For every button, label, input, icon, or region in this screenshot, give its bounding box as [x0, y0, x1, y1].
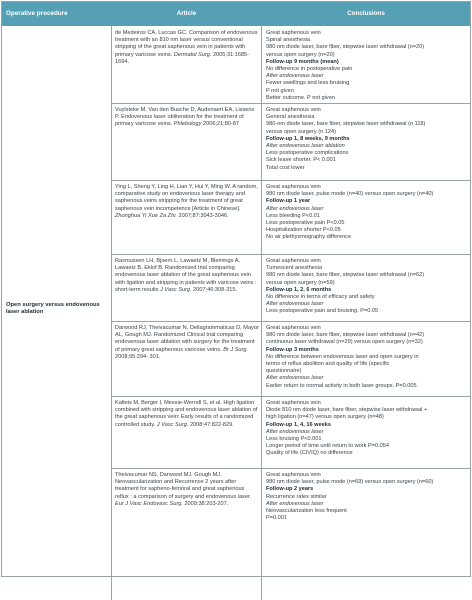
subheading-line: After endovenous laser	[266, 428, 324, 435]
conclusion-line: versus open surgery (n=20)	[266, 51, 335, 58]
row-divider	[112, 321, 470, 322]
row-divider	[112, 254, 470, 255]
conclusion-line: 980 nm diode laser, bare fiber, stepwise laser withdrawal (n=20)	[266, 44, 425, 51]
conclusion-line: versus open surgery (n=59)	[266, 279, 335, 286]
conclusions-cell	[266, 472, 469, 522]
subheading-line: After endovenous laser	[266, 375, 324, 382]
conclusion-line: terms of reflux abolition and quality of life (specific	[266, 361, 390, 368]
subheading-line: After endovenous laser	[266, 73, 324, 80]
citation-reference: 2008;95:294- 301.	[115, 353, 161, 360]
row-divider	[112, 468, 470, 469]
conclusion-line: high ligation (n=47) versus open surgery (n=48)	[266, 414, 384, 421]
follow-up-line: Follow-up 1, 2, 6 months	[266, 286, 332, 293]
citation-text: Vuylsteke M, Van den Busche D, Audenaert EA, Lissens P. Endovenous laser obliteration for the treatment of primary varicose veins.	[115, 107, 255, 128]
conclusion-line: Great saphenous vein	[266, 325, 321, 331]
conclusion-line: Great saphenous vein	[266, 184, 321, 190]
conclusion-line: continuous laser withdrawal (n=29) versus open surgery (n=32)	[266, 339, 423, 346]
article-citation	[115, 400, 259, 429]
follow-up-line: Follow-up 1 year	[266, 198, 311, 205]
conclusion-line: Neovascularization less frequent	[266, 508, 347, 515]
article-citation	[115, 30, 259, 66]
conclusion-line: 980 nm diode laser, bare fiber, stepwise laser withdrawal (n=62)	[266, 272, 425, 279]
header-conclusions: Conclusions	[347, 10, 385, 17]
conclusion-line: Great saphenous vein	[266, 258, 321, 264]
conclusion-line: versus open surgery (n 124)	[266, 128, 336, 135]
conclusion-line: Hospitalization shorter P<0.05	[266, 227, 341, 234]
conclusion-line: Total cost lower	[266, 164, 305, 171]
conclusion-line: Great saphenous vein	[266, 472, 321, 478]
journal-name: Br J Surg.	[223, 346, 249, 353]
article-citation	[115, 472, 259, 508]
follow-up-line: Follow-up 1, 8 weeks, 9 months	[266, 135, 350, 142]
conclusions-cell	[266, 325, 469, 390]
conclusions-cell	[266, 30, 469, 102]
conclusion-line: General anesthesia	[266, 114, 315, 121]
conclusion-line: Great saphenous vein	[266, 107, 321, 113]
conclusions-cell	[266, 400, 469, 458]
column-divider-2	[261, 26, 262, 600]
citation-reference: 2009;38:203-207.	[182, 500, 229, 507]
table-header	[2, 2, 470, 26]
subheading-line: After endovenous laser	[266, 301, 324, 308]
conclusion-line: Better outcome. P not given	[266, 94, 335, 101]
row-divider	[112, 180, 470, 181]
header-operative-procedure: Operative procedure	[6, 10, 68, 17]
citation-reference: 2007;46:308-315.	[191, 286, 238, 293]
conclusion-line: Great saphenous vein	[266, 30, 321, 36]
journal-name: J Vasc Surg.	[160, 286, 192, 293]
citation-text: Theivacumar NS, Darwood MJ, Gough MJ. Neovascularization and Recurrence 2 years after treatment for sapheno-femoral and great saphenous reflux : a comparison of surgery and endovenous laser.	[115, 472, 252, 500]
evidence-table	[1, 1, 471, 577]
header-article: Article	[176, 10, 197, 17]
conclusion-line: Longer period of time until return to work P=0.054	[266, 443, 389, 450]
conclusion-line: Great saphenous vein	[266, 400, 321, 406]
subheading-line: After endovenous laser	[266, 205, 324, 212]
conclusion-line: P=0.001	[266, 515, 287, 522]
conclusion-line: Quality of life (CIVIQ) no difference	[266, 450, 353, 457]
conclusion-line: Less bleeding P<0.01	[266, 212, 320, 219]
conclusion-line: Tumescent anesthesia	[266, 265, 323, 272]
journal-name: Phlebology	[173, 121, 202, 128]
conclusion-line: 980-nm diode laser, bare fiber, stepwise laser withdrawal (n 118)	[266, 121, 426, 128]
conclusion-line: Less postoperative pain and bruising. P=0.05	[266, 308, 379, 315]
follow-up-line: Follow-up 9 months (mean)	[266, 58, 339, 65]
citation-reference: 2005;31:1685-1694.	[115, 51, 250, 65]
conclusion-line: 980 nm diode laser, pulse mode (n=69) versus open surgery (n=60)	[266, 479, 434, 486]
citation-text: de Medeiros CA, Luccas GC. Comparison of endovenous treatment with an 810 nm laser versus conventional stripping of the great saphenous vein in patients with primary varicose veins.	[115, 30, 258, 58]
citation-text: Rasmussen LH, Bjoern L, Lawaetz M, Blemings A, Lawaetz B, Eklof B. Randomized trial comparing endovenous laser ablation of the great saphenous vein with ligation and stripping in patients with varicose veins : short-term results	[115, 258, 257, 293]
follow-up-line: Follow-up 3 months	[266, 346, 319, 353]
citation-text: Darwood RJ, Theivacumar N, Dellagrammaticas D, Mayor AL, Gough MJ. Randomized Clinical trial comparing endovenous laser ablation with surgery for the treatment of primary great saphenous varicose veins.	[115, 325, 259, 353]
conclusion-line: Sick leave shorter. P< 0.001	[266, 157, 336, 164]
conclusion-line: 980 nm diode laser, pulse mode (n=40) versus open surgery (n=40)	[266, 191, 434, 198]
column-divider-1	[111, 26, 112, 600]
conclusions-cell	[266, 184, 469, 242]
journal-name: Zhonghua Yi Xue Za Zhi.	[115, 212, 177, 219]
conclusion-line: questionnaire)	[266, 368, 302, 375]
conclusion-line: Earlier return to normal activity in both laser groups. P=0.005	[266, 382, 417, 389]
citation-reference: 2006;21:80-87	[201, 121, 240, 128]
citation-text: Ying L, Sheng Y, Ling H, Lian Y, Hui Y, Ming W. A random, comparative study on endovenous laser therapy and saphenous veins stripping for the treatment of great saphenous vein incompetence [Article in Chinese].	[115, 184, 258, 212]
article-citation	[115, 184, 259, 220]
conclusion-line: No air plethysmography difference	[266, 234, 352, 241]
conclusion-line: Less postoperative pain P<0.05	[266, 220, 345, 227]
conclusion-line: P not given	[266, 87, 294, 94]
follow-up-line: Follow-up 1, 4, 16 weeks	[266, 421, 331, 428]
article-citation	[115, 325, 259, 361]
conclusion-line: No difference in terms of efficacy and safety	[266, 294, 375, 301]
journal-name: J Vasc Surg.	[156, 421, 189, 428]
conclusion-line: Diode 810 nm diode laser, bare fiber, stepwise laser withdrawal +	[266, 407, 428, 414]
article-citation	[115, 258, 259, 294]
conclusion-line: Less postoperative complications	[266, 150, 349, 157]
conclusion-line: No difference between endovenous laser and open surgery in	[266, 353, 419, 360]
conclusions-cell	[266, 258, 469, 316]
row-divider	[112, 103, 470, 104]
conclusion-line: Fewer swellings and less bruising	[266, 80, 350, 87]
row-divider	[112, 396, 470, 397]
subheading-line: After endovenous laser ablation	[266, 143, 345, 150]
journal-name: Dermatol Surg.	[173, 51, 212, 58]
procedure-label: Open surgery versus endovenous laser ablation	[6, 302, 100, 316]
conclusion-line: 980 nm diode laser, bare fiber, stepwise laser withdrawal (n=42)	[266, 332, 425, 339]
conclusion-line: Recurrence rates similar	[266, 493, 327, 500]
conclusion-line: Spinal anesthesia	[266, 37, 311, 44]
citation-reference: 2007;87:3043-3046.	[177, 212, 229, 219]
citation-text: Kalteis M, Berger I, Messie-Werndl S, et al. High ligation combined with stripping and endovenous laser ablation of the great saphenous vein: Early results of a randomized controlled study.	[115, 400, 258, 428]
journal-name: Eur J Vasc Endovasc Surg.	[115, 500, 183, 507]
conclusion-line: No difference in postoperative pain	[266, 66, 353, 73]
article-citation	[115, 107, 259, 129]
conclusion-line: Less bruising P<0.001	[266, 436, 322, 443]
conclusions-cell	[266, 107, 469, 172]
follow-up-line: Follow-up 2 years	[266, 486, 314, 493]
citation-reference: 2008;47:822-829.	[188, 421, 234, 428]
subheading-line: After endovenous laser	[266, 500, 324, 507]
